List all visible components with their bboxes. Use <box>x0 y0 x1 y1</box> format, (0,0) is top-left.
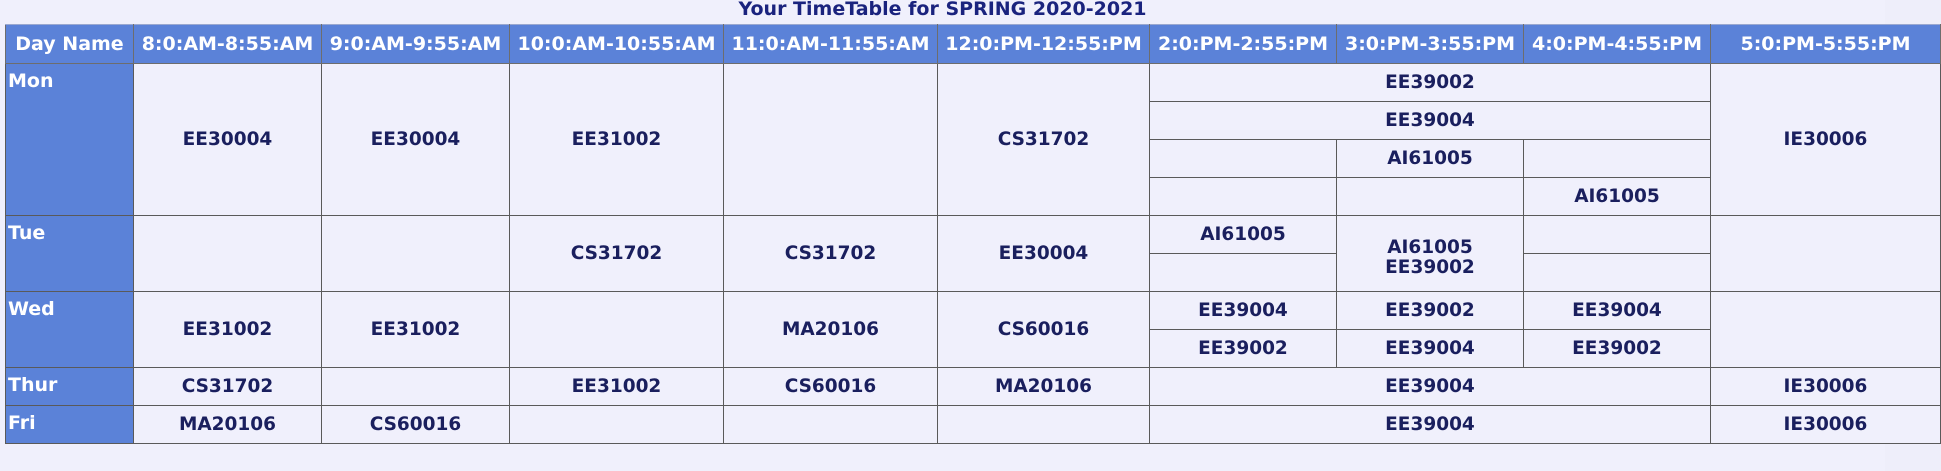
wed-b-2pm: EE39002 <box>1150 330 1337 368</box>
fri-8am: MA20106 <box>134 406 322 444</box>
wed-a-4pm: EE39004 <box>1524 292 1711 330</box>
tue-3pm-course-b: EE39002 <box>1385 256 1475 278</box>
header-slot-3pm: 3:0:PM-3:55:PM <box>1337 25 1524 64</box>
day-wed: Wed <box>6 292 134 368</box>
thur-9am <box>322 368 510 406</box>
header-day-name: Day Name <box>6 25 134 64</box>
mon-8am: EE30004 <box>134 64 322 216</box>
wed-row <box>6 292 1941 330</box>
tue-3pm-course-a: AI61005 <box>1387 236 1473 258</box>
thur-8am: CS31702 <box>134 368 322 406</box>
fri-10am <box>510 406 724 444</box>
fri-9am: CS60016 <box>322 406 510 444</box>
wed-8am: EE31002 <box>134 292 322 368</box>
mon-afternoon-row1: EE39002 <box>1150 64 1711 102</box>
thur-row <box>6 368 1941 406</box>
thur-11am: CS60016 <box>724 368 938 406</box>
header-slot-9am: 9:0:AM-9:55:AM <box>322 25 510 64</box>
mon-afternoon-row2: EE39004 <box>1150 102 1711 140</box>
day-fri: Fri <box>6 406 134 444</box>
wed-9am: EE31002 <box>322 292 510 368</box>
wed-11am: MA20106 <box>724 292 938 368</box>
header-slot-10am: 10:0:AM-10:55:AM <box>510 25 724 64</box>
page-title: Your TimeTable for SPRING 2020-2021 <box>738 0 1147 20</box>
header-slot-2pm: 2:0:PM-2:55:PM <box>1150 25 1337 64</box>
mon-r3-2pm <box>1150 140 1337 178</box>
wed-b-3pm: EE39004 <box>1337 330 1524 368</box>
wed-12pm: CS60016 <box>938 292 1150 368</box>
thur-afternoon: EE39004 <box>1150 368 1711 406</box>
fri-afternoon: EE39004 <box>1150 406 1711 444</box>
tue-5pm <box>1711 216 1941 292</box>
mon-r4-3pm <box>1337 178 1524 216</box>
tue-a-4pm <box>1524 216 1711 254</box>
tue-3pm <box>1337 216 1524 292</box>
fri-12pm <box>938 406 1150 444</box>
tue-11am: CS31702 <box>724 216 938 292</box>
header-slot-12pm: 12:0:PM-12:55:PM <box>938 25 1150 64</box>
mon-5pm: IE30006 <box>1711 64 1941 216</box>
mon-12pm: CS31702 <box>938 64 1150 216</box>
wed-5pm <box>1711 292 1941 368</box>
day-tue: Tue <box>6 216 134 292</box>
thur-10am: EE31002 <box>510 368 724 406</box>
timetable <box>5 24 1941 444</box>
timetable-container <box>5 24 1911 454</box>
wed-a-2pm: EE39004 <box>1150 292 1337 330</box>
fri-11am <box>724 406 938 444</box>
header-slot-11am: 11:0:AM-11:55:AM <box>724 25 938 64</box>
day-mon: Mon <box>6 64 134 216</box>
mon-r4-2pm <box>1150 178 1337 216</box>
thur-12pm: MA20106 <box>938 368 1150 406</box>
fri-5pm: IE30006 <box>1711 406 1941 444</box>
header-slot-4pm: 4:0:PM-4:55:PM <box>1524 25 1711 64</box>
tue-10am: CS31702 <box>510 216 724 292</box>
fri-row <box>6 406 1941 444</box>
wed-b-4pm: EE39002 <box>1524 330 1711 368</box>
mon-9am: EE30004 <box>322 64 510 216</box>
mon-r4-4pm: AI61005 <box>1524 178 1711 216</box>
header-slot-8am: 8:0:AM-8:55:AM <box>134 25 322 64</box>
tue-b-4pm <box>1524 254 1711 292</box>
tue-8am <box>134 216 322 292</box>
tue-b-2pm <box>1150 254 1337 292</box>
tue-9am <box>322 216 510 292</box>
mon-r3-4pm <box>1524 140 1711 178</box>
header-slot-5pm: 5:0:PM-5:55:PM <box>1711 25 1941 64</box>
mon-10am: EE31002 <box>510 64 724 216</box>
wed-a-3pm: EE39002 <box>1337 292 1524 330</box>
tue-a-2pm: AI61005 <box>1150 216 1337 254</box>
thur-5pm: IE30006 <box>1711 368 1941 406</box>
mon-r3-3pm: AI61005 <box>1337 140 1524 178</box>
wed-10am <box>510 292 724 368</box>
header-row <box>6 25 1941 64</box>
mon-row <box>6 64 1941 102</box>
day-thur: Thur <box>6 368 134 406</box>
tue-12pm: EE30004 <box>938 216 1150 292</box>
mon-11am <box>724 64 938 216</box>
tue-row <box>6 216 1941 254</box>
